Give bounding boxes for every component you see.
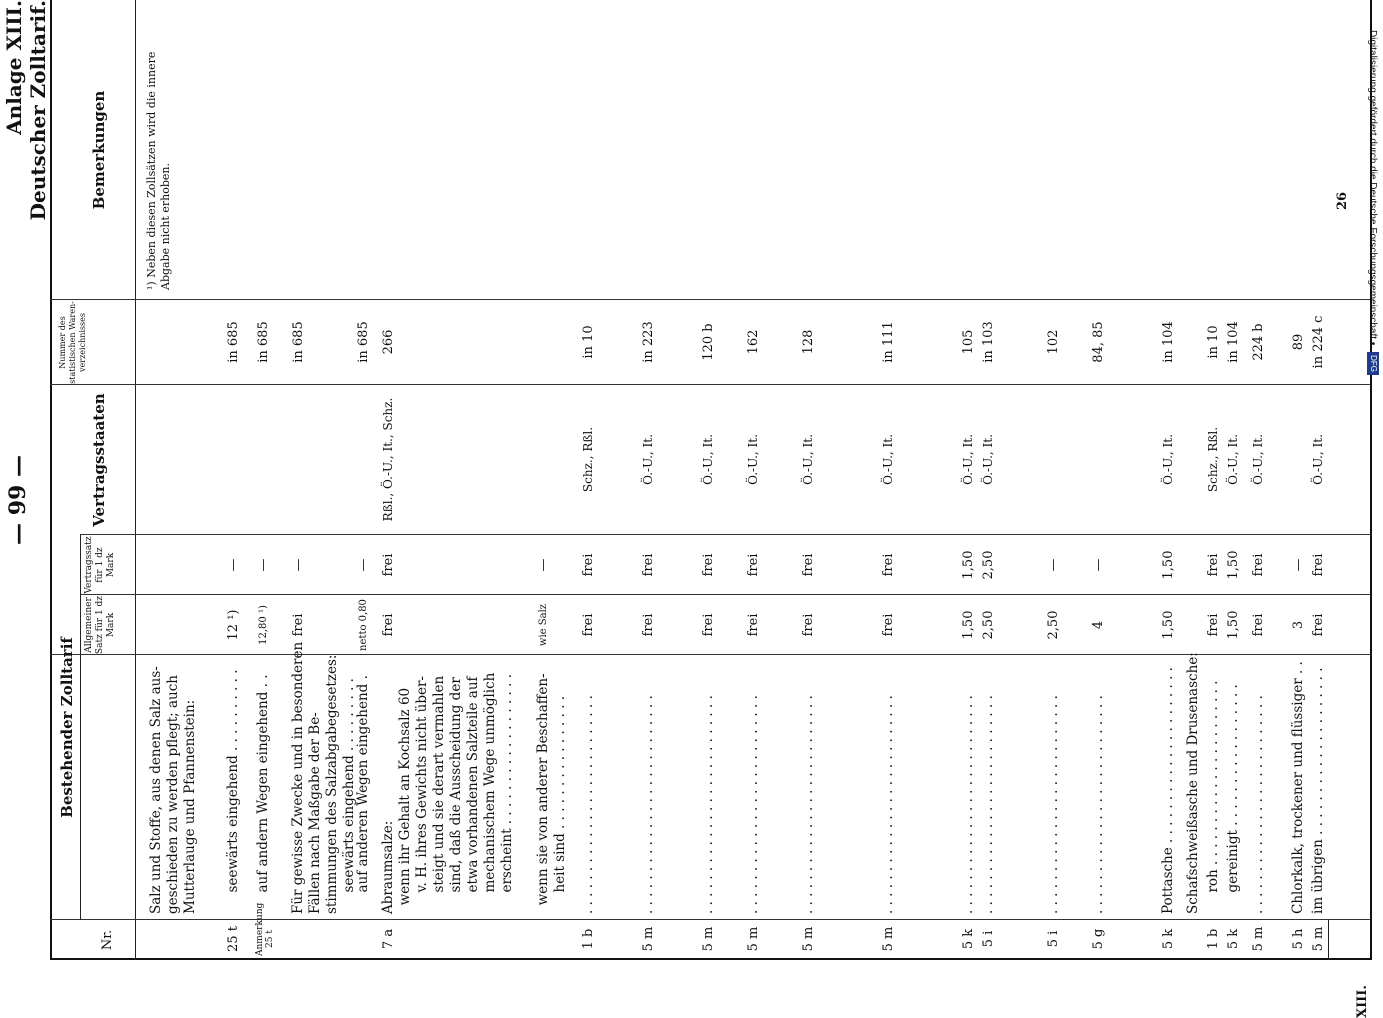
row-stat: 84, 85 — [1091, 321, 1106, 363]
row-nr: 7 a — [381, 928, 396, 950]
row-desc: . . . . . . . . . . . . . . . . . . . . . . . . . . — [1090, 695, 1106, 914]
row-staaten: Ö.-U., It. — [881, 434, 895, 485]
col-vertragssatz: Vertragssatz für 1 dz Mark — [84, 536, 116, 594]
row-stat: in 685 — [256, 321, 271, 363]
col-bemerkungen: Bemerkungen — [90, 90, 108, 210]
row-nr: 5 k — [1226, 928, 1241, 950]
row-desc: gereinigt . . . . . . . . . . . . . . . . . — [1225, 684, 1241, 914]
row-desc: . . . . . . . . . . . . . . . . . . . . . . . . . . — [580, 695, 596, 914]
row-desc: Pottasche . . . . . . . . . . . . . . . . . . . . . — [1160, 667, 1176, 914]
row-vert: 1,50 — [1226, 550, 1241, 580]
row-allg: 1,50 — [1226, 610, 1241, 640]
col-nr: Nr. — [100, 929, 115, 951]
row-vert: 1,50 — [1161, 550, 1176, 580]
row-stat: in 104 — [1226, 321, 1241, 363]
row-nr: 5 i — [981, 930, 996, 948]
row-nr: 5 m — [641, 926, 656, 952]
row-vert: frei — [641, 553, 656, 577]
row-allg: frei — [291, 613, 306, 637]
row-allg: 4 — [1091, 620, 1106, 630]
row-stat: in 685 — [356, 321, 371, 363]
row-allg: frei — [701, 613, 716, 637]
col-vertragsstaaten: Vertragsstaaten — [90, 393, 108, 527]
row-vert: — — [226, 558, 241, 572]
row-desc: . . . . . . . . . . . . . . . . . . . . . . . . . . — [980, 695, 996, 914]
row-stat: 162 — [746, 329, 761, 355]
row-vert: frei — [1311, 553, 1326, 577]
row-nr: 5 g — [1091, 928, 1106, 950]
row-allg: frei — [801, 613, 816, 637]
bottom-page-number: 26 — [1335, 191, 1350, 210]
row-desc: . . . . . . . . . . . . . . . . . . . . . . . . . . — [1250, 695, 1266, 914]
row-nr: 1 b — [1206, 928, 1221, 950]
row-staaten: Ö.-U., It. — [801, 434, 815, 485]
row-stat: 102 — [1046, 329, 1061, 355]
row-stat: 105 — [961, 329, 976, 355]
row-nr: 5 h — [1291, 928, 1306, 950]
row-vert: 1,50 — [961, 550, 976, 580]
row-vert: frei — [1251, 553, 1266, 577]
row-nr: 5 m — [881, 926, 896, 952]
row-allg: frei — [381, 613, 396, 637]
row-vert: — — [536, 558, 551, 572]
row-stat: in 224 c — [1311, 315, 1326, 369]
row-desc: auf andern Wegen eingehend . . — [255, 674, 271, 914]
row-allg: 1,50 — [1161, 610, 1176, 640]
row-allg: frei — [881, 613, 896, 637]
remark-footnote: ¹) Neben diesen Zollsätzen wird die innere Abgabe nicht erhoben. — [145, 51, 172, 290]
row-stat: 224 b — [1251, 323, 1266, 361]
row-desc: Schafschweißasche und Drusenasche: — [1185, 652, 1201, 914]
col-nummer-verzeichnis: Nummer des statistischen Waren-verzeichnisses — [58, 301, 87, 384]
row-desc: Salz und Stoffe, aus denen Salz aus- geschieden zu werden pflegt; auch Mutterlauge und Pfannenstein: — [148, 666, 198, 914]
row-staaten: Ö.-U., It. — [1226, 434, 1240, 485]
row-allg: frei — [746, 613, 761, 637]
row-allg: 12,80 ¹) — [258, 605, 269, 645]
row-nr: 5 m — [801, 926, 816, 952]
row-desc: Für gewisse Zwecke und in besonderen Fällen nach Maßgabe der Be- stimmungen des Salzabgabegesetzes: seewärts eingehend . . . . . . . . . — [290, 641, 357, 914]
row-staaten: Ö.-U., It. — [641, 434, 655, 485]
row-vert: frei — [381, 553, 396, 577]
row-desc: . . . . . . . . . . . . . . . . . . . . . . . . . . — [960, 695, 976, 914]
row-stat: in 104 — [1161, 321, 1176, 363]
row-nr: 5 k — [1161, 928, 1176, 950]
col-allgemeiner-satz: Allgemeiner Satz für 1 dz Mark — [84, 595, 116, 655]
row-desc: . . . . . . . . . . . . . . . . . . . . . . . . . . — [700, 695, 716, 914]
row-stat: in 10 — [581, 325, 596, 359]
row-desc: im übrigen . . . . . . . . . . . . . . . . . . . . — [1310, 667, 1326, 914]
row-stat: in 685 — [291, 321, 306, 363]
row-stat: 89 — [1291, 333, 1306, 351]
row-desc: . . . . . . . . . . . . . . . . . . . . . . . . . . — [745, 695, 761, 914]
row-vert: frei — [746, 553, 761, 577]
row-desc: . . . . . . . . . . . . . . . . . . . . . . . . . . — [880, 695, 896, 914]
row-nr: 5 m — [1251, 926, 1266, 952]
row-nr: 5 m — [701, 926, 716, 952]
row-nr: 5 m — [746, 926, 761, 952]
row-vert: frei — [1206, 553, 1221, 577]
digitization-footer — [1362, 0, 1383, 1000]
row-allg: 3 — [1291, 620, 1306, 630]
row-stat: in 111 — [881, 321, 896, 363]
row-desc: . . . . . . . . . . . . . . . . . . . . . . . . . . — [640, 695, 656, 914]
row-allg: 2,50 — [1046, 610, 1061, 640]
row-allg: 12 ¹) — [226, 609, 241, 641]
row-desc: seewärts eingehend . . . . . . . . . . — [225, 669, 241, 914]
row-vert: — — [1046, 558, 1061, 572]
row-vert: — — [1291, 558, 1306, 572]
row-stat: 266 — [381, 329, 396, 355]
row-staaten: Ö.-U., It. — [1161, 434, 1175, 485]
row-nr: Anmerkung 25 t — [255, 902, 275, 956]
row-staaten: Schz., Rßl. — [581, 426, 595, 493]
row-stat: in 10 — [1206, 325, 1221, 359]
row-vert: 2,50 — [981, 550, 996, 580]
row-allg: 1,50 — [961, 610, 976, 640]
row-nr: 1 b — [581, 928, 596, 950]
row-stat: in 103 — [981, 321, 996, 363]
row-staaten: Ö.-U., It. — [746, 434, 760, 485]
row-stat: in 685 — [226, 321, 241, 363]
row-vert: — — [256, 558, 271, 572]
row-nr: 5 i — [1046, 930, 1061, 948]
dfg-logo: DFG — [1367, 352, 1379, 375]
row-desc: auf anderen Wegen eingehend . — [355, 675, 371, 914]
row-desc: Abraumsalze: wenn ihr Gehalt an Kochsalz 60 v. H. ihres Gewichts nicht über- steigt und sie derart vermahlen sind, daß die Ausscheidung der etwa vorhandenen Salzteile auf mechanischem Wege unmöglich erscheint . . . . . . . . . . . . . . . . . . — [380, 672, 515, 914]
row-allg: 2,50 — [981, 610, 996, 640]
row-desc: wenn sie von anderer Beschaffen- heit sind . . . . . . . . . . . . . . . . — [535, 673, 568, 906]
row-allg: wie Salz — [538, 603, 549, 647]
page-number: — 99 — — [5, 455, 31, 545]
row-desc: Chlorkalk, trockener und flüssiger . . — [1290, 661, 1306, 914]
annex-title: Anlage XIII. — [2, 0, 26, 135]
row-staaten: Ö.-U., It. — [701, 434, 715, 485]
col-bestehender-zolltarif: Bestehender Zolltarif — [58, 637, 76, 818]
row-allg: frei — [581, 613, 596, 637]
row-vert: frei — [801, 553, 816, 577]
row-nr: 5 k — [961, 928, 976, 950]
row-vert: frei — [581, 553, 596, 577]
row-allg: netto 0,80 — [358, 599, 369, 651]
row-allg: frei — [641, 613, 656, 637]
row-allg: frei — [1311, 613, 1326, 637]
row-staaten: Rßl., Ö.-U., It., Schz. — [381, 397, 395, 522]
row-staaten: Ö.-U., It. — [1251, 434, 1265, 485]
section-label: XIII. — [1355, 985, 1370, 1018]
row-stat: 128 — [801, 329, 816, 355]
row-desc: . . . . . . . . . . . . . . . . . . . . . . . . . . — [1045, 695, 1061, 914]
annex-subtitle: Deutscher Zolltarif. — [26, 0, 50, 221]
row-vert: — — [291, 558, 306, 572]
row-vert: frei — [881, 553, 896, 577]
row-stat: 120 b — [701, 323, 716, 361]
row-stat: in 223 — [641, 321, 656, 363]
row-staaten: Schz., Rßl. — [1206, 426, 1220, 493]
row-desc: . . . . . . . . . . . . . . . . . . . . . . . . . . — [800, 695, 816, 914]
row-allg: frei — [1251, 613, 1266, 637]
digitization-text: Digitalisierung gefördert durch die Deutsche Forschungsgemeinschaft • — [1367, 30, 1378, 346]
row-nr: 5 m — [1311, 926, 1326, 952]
row-nr: 25 t — [226, 926, 241, 952]
row-desc: roh . . . . . . . . . . . . . . . . . . . . . . — [1205, 680, 1221, 914]
row-vert: frei — [701, 553, 716, 577]
row-staaten: Ö.-U., It. — [961, 434, 975, 485]
row-staaten: Ö.-U., It. — [981, 434, 995, 485]
row-allg: frei — [1206, 613, 1221, 637]
row-vert: — — [356, 558, 371, 572]
row-vert: — — [1091, 558, 1106, 572]
row-staaten: Ö.-U., It. — [1311, 434, 1325, 485]
